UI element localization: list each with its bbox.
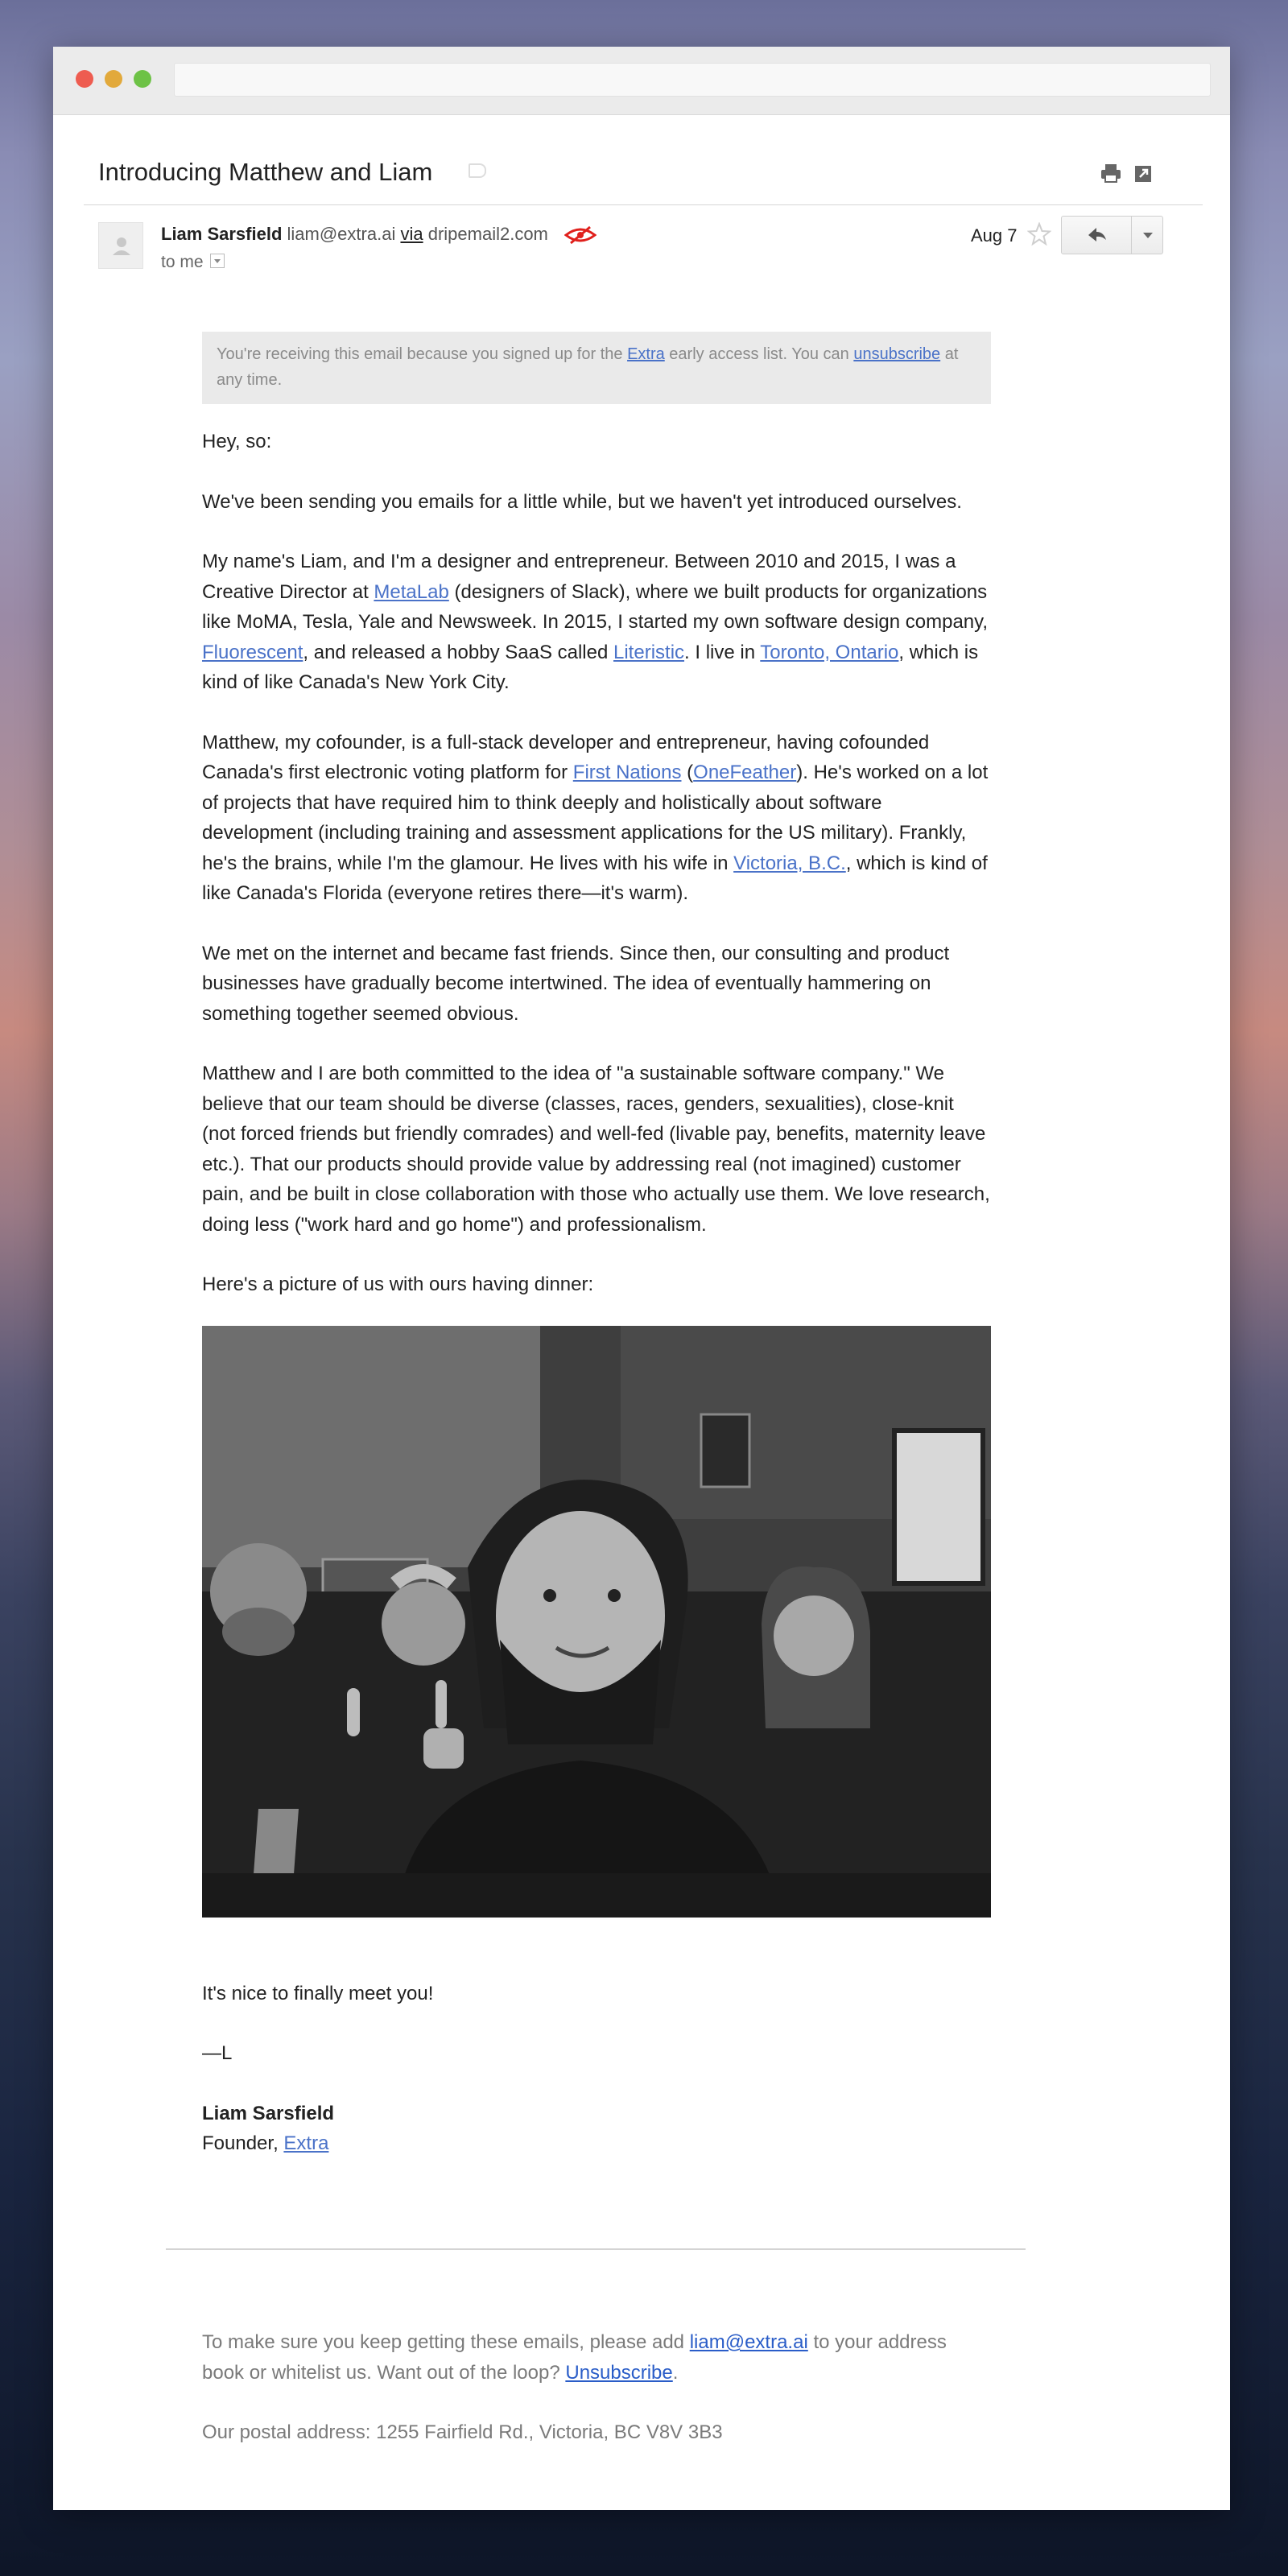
person-icon: [99, 223, 144, 270]
onefeather-link[interactable]: OneFeather: [693, 762, 797, 783]
paragraph-picture-intro: Here's a picture of us with ours having dinner:: [202, 1274, 594, 1295]
literistic-link[interactable]: Literistic: [613, 641, 685, 663]
notice-unsubscribe-link[interactable]: unsubscribe: [853, 345, 941, 363]
close-window-button[interactable]: [76, 70, 93, 88]
header-divider: [84, 204, 1203, 205]
signature-company-link[interactable]: Extra: [283, 2132, 329, 2154]
subscription-notice: [202, 332, 991, 404]
fluorescent-link[interactable]: Fluorescent: [202, 641, 303, 663]
notice-text-3: at any time.: [217, 345, 959, 389]
footer-whitelist-text: To make sure you keep getting these emails, please add liam@extra.ai to your address book or whitelist us. Want out of the loop? Unsubscribe.: [202, 2331, 947, 2384]
reply-button[interactable]: [1061, 216, 1132, 254]
via-domain: dripemail2.com: [427, 224, 548, 244]
toronto-link[interactable]: Toronto, Ontario: [760, 641, 899, 663]
eye-icon[interactable]: [564, 225, 597, 245]
postal-address: Our postal address: 1255 Fairfield Rd., Victoria, BC V8V 3B3: [202, 2421, 723, 2443]
details-dropdown-icon[interactable]: [210, 254, 225, 268]
notice-text-2: early access list. You can: [664, 345, 854, 363]
email-subject: Introducing Matthew and Liam: [98, 158, 433, 186]
signature-title: Founder,: [202, 2132, 284, 2154]
paragraph-intro: We've been sending you emails for a little while, but we haven't yet introduced ourselves.: [202, 490, 962, 513]
victoria-link[interactable]: Victoria, B.C.: [733, 852, 846, 874]
via-link[interactable]: via: [400, 224, 423, 244]
email-window: [53, 47, 1230, 2510]
popout-icon[interactable]: [1133, 163, 1153, 184]
recipient-line: [161, 253, 225, 272]
greeting: Hey, so:: [202, 431, 272, 452]
window-titlebar: [53, 47, 1230, 115]
paragraph-matthew: Matthew, my cofounder, is a full-stack developer and entrepreneur, having cofounded Canada's first electronic voting platform for First Nations (OneFeather). He's worked on a lot of projects that have required him to think deeply and holistically about software development (including training and assessment applications for the US military). Frankly, he's the brains, while I'm the glamour. He lives with his wife in Victoria, B.C., which is kind of like Canada's Florida (everyone retires there—it's warm).: [202, 731, 989, 904]
sender-line: [161, 224, 597, 245]
signature: [202, 2099, 991, 2159]
sender-avatar: [98, 222, 143, 269]
minimize-window-button[interactable]: [105, 70, 122, 88]
paragraph-friends: We met on the internet and became fast friends. Since then, our consulting and product businesses have gradually become intertwined. The idea of eventually hammering on something together seemed obvious.: [202, 942, 950, 1025]
sender-email: liam@extra.ai: [287, 224, 396, 244]
reply-icon: [1062, 217, 1131, 254]
dinner-photo-illustration: [202, 1326, 991, 1918]
footer-divider: [166, 2248, 1026, 2250]
first-nations-link[interactable]: First Nations: [572, 762, 682, 783]
signoff: —L: [202, 2042, 233, 2064]
email-body: [202, 332, 991, 2189]
dinner-photo: [202, 1326, 991, 1918]
address-bar[interactable]: [174, 63, 1211, 97]
star-icon[interactable]: [1027, 222, 1051, 246]
recipient-label: to me: [161, 253, 204, 271]
closing-line: It's nice to finally meet you!: [202, 1982, 434, 2004]
signature-name: Liam Sarsfield: [202, 2102, 335, 2124]
email-date: Aug 7: [971, 225, 1018, 246]
sender-name[interactable]: Liam Sarsfield: [161, 224, 283, 244]
metalab-link[interactable]: MetaLab: [374, 580, 449, 603]
extra-link[interactable]: Extra: [627, 345, 665, 363]
paragraph-values: Matthew and I are both committed to the idea of "a sustainable software company." We believe that our team should be diverse (classes, races, genders, sexualities), close-knit (not forced friends but friendly comrades) and well-fed (livable pay, benefits, maternity leave etc.). That our products should provide value by addressing real (not imagined) customer pain, and be built in close collaboration with those who actually use them. We love research, doing less ("work hard and go home") and professionalism.: [202, 1063, 990, 1236]
footer-unsubscribe-link[interactable]: Unsubscribe: [565, 2361, 673, 2384]
label-tag-icon[interactable]: [469, 163, 486, 178]
notice-text-1: You're receiving this email because you signed up for the: [217, 345, 628, 363]
zoom-window-button[interactable]: [134, 70, 151, 88]
footer-email-link[interactable]: liam@extra.ai: [689, 2331, 808, 2353]
print-icon[interactable]: [1100, 163, 1122, 184]
paragraph-liam: My name's Liam, and I'm a designer and entrepreneur. Between 2010 and 2015, I was a Creative Director at MetaLab (designers of Slack), where we built products for organizations like MoMA, Tesla, Yale and Newsweek. In 2015, I started my own software design company, Fluorescent, and released a hobby SaaS called Literistic. I live in Toronto, Ontario, which is kind of like Canada's New York City.: [202, 551, 989, 693]
email-footer: [202, 2327, 991, 2478]
more-actions-button[interactable]: [1131, 216, 1163, 254]
